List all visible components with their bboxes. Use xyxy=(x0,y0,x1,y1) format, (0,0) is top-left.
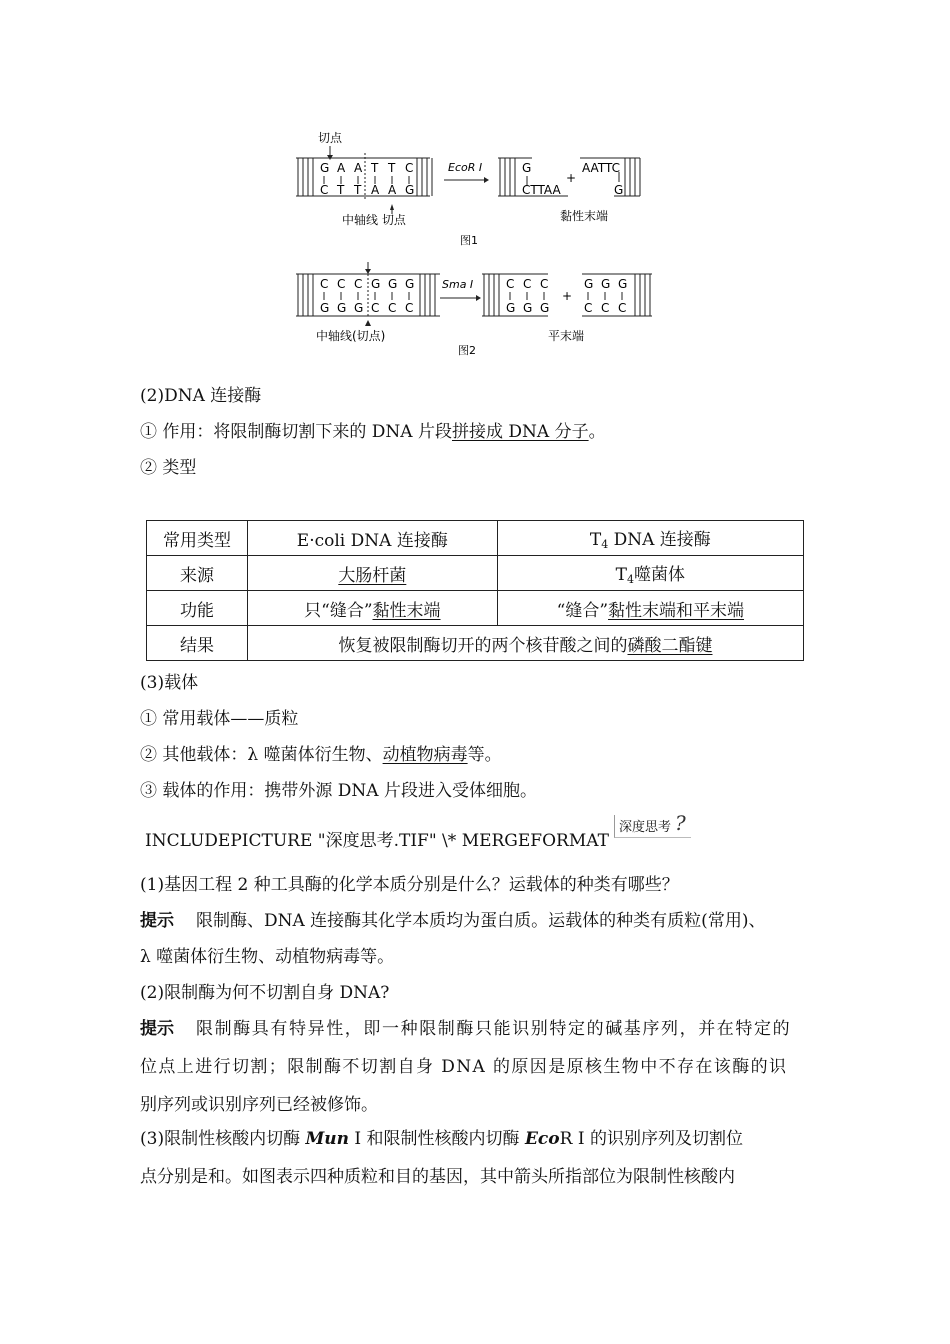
base-letter: C xyxy=(354,277,363,291)
base-letter: A xyxy=(337,161,346,175)
base-letter: C xyxy=(337,277,346,291)
base-letter: G xyxy=(388,277,398,291)
smai-label: Sma Ⅰ xyxy=(442,278,474,291)
base-letter: T xyxy=(388,161,396,175)
section-3-heading: (3)载体 xyxy=(140,673,199,693)
answer-2-line-1: 提示 限制酶具有特异性，即一种限制酶只能识别特定的碱基序列，并在特定的 xyxy=(140,1019,792,1039)
base-letter: G xyxy=(337,301,347,315)
f1-product-right-bottom: G xyxy=(614,183,624,197)
base-letter: A xyxy=(354,161,363,175)
figure-1-caption: 图1 xyxy=(460,234,478,247)
base-letter: T xyxy=(371,161,379,175)
base-letter: G xyxy=(405,183,415,197)
figure-2-caption: 图2 xyxy=(458,344,476,357)
deep-thinking-badge: 深度思考 ? xyxy=(614,815,691,838)
base-letter: C xyxy=(388,301,397,315)
f1-plus: + xyxy=(566,171,577,185)
vector-item-2: ② 其他载体：λ 噬菌体衍生物、动植物病毒等。 xyxy=(140,745,502,765)
f1-product-left-top: G xyxy=(522,161,532,175)
question-3-line-2: 点分别是和。如图表示四种质粒和目的基因，其中箭头所指部位为限制性核酸内 xyxy=(140,1167,735,1187)
row-label-source: 来源 xyxy=(147,556,248,591)
f2-plus: + xyxy=(562,289,573,303)
base-letter: C xyxy=(405,161,414,175)
figure-2-smai-cut xyxy=(290,258,660,358)
base-letter: G xyxy=(584,277,594,291)
base-letter: T xyxy=(354,183,362,197)
table-row xyxy=(147,591,804,626)
base-letter: C xyxy=(506,277,515,291)
hint-label: 提示 xyxy=(140,911,174,931)
vector-item-1: ① 常用载体——质粒 xyxy=(140,709,299,729)
answer-2-line-2: 位点上进行切割；限制酶不切割自身 DNA 的原因是原核生物中不存在该酶的识 xyxy=(140,1057,788,1077)
ligase-comparison-table xyxy=(146,520,804,661)
base-letter: G xyxy=(354,301,364,315)
base-letter: T xyxy=(337,183,345,197)
cut-point-label: 切点 xyxy=(318,131,343,145)
ligase-role: ① 作用：将限制酶切割下来的 DNA 片段拼接成 DNA 分子。 xyxy=(140,422,606,442)
answer-1-line-1: 提示 限制酶、DNA 连接酶其化学本质均为蛋白质。运载体的种类有质粒(常用)、 xyxy=(140,911,766,931)
ecori-label: EcoR Ⅰ xyxy=(448,161,483,174)
axis-label-2: 中轴线(切点) xyxy=(316,329,386,343)
base-letter: G xyxy=(371,277,381,291)
axis-label-1: 中轴线 切点 xyxy=(342,213,406,227)
role-underline: 拼接成 DNA 分子 xyxy=(452,422,589,442)
table-row xyxy=(147,521,804,556)
base-letter: C xyxy=(320,277,329,291)
base-letter: C xyxy=(540,277,549,291)
base-letter: C xyxy=(584,301,593,315)
function-col1: 只“缝合”黏性末端 xyxy=(248,591,498,626)
question-2: (2)限制酶为何不切割自身 DNA? xyxy=(140,983,390,1003)
f1-product-left-bottom: CTTAA xyxy=(522,183,561,197)
blunt-end-label: 平末端 xyxy=(548,329,585,343)
base-letter: G xyxy=(523,301,533,315)
source-col2: $T_4$噬菌体 xyxy=(497,556,803,591)
f1-product-right-top: AATTC xyxy=(582,161,620,175)
base-letter: G xyxy=(405,277,415,291)
question-3-line-1: (3)限制性核酸内切酶 Mun Ⅰ 和限制性核酸内切酶 EcoR Ⅰ 的识别序列及切割位 xyxy=(140,1129,743,1149)
table-row xyxy=(147,626,804,661)
base-letter: G xyxy=(540,301,550,315)
base-letter: C xyxy=(405,301,414,315)
include-picture-field: INCLUDEPICTURE "深度思考.TIF" \* MERGEFORMAT xyxy=(145,831,609,851)
function-col2: “缝合”黏性末端和平末端 xyxy=(497,591,803,626)
table-row xyxy=(147,556,804,591)
base-letter: C xyxy=(601,301,610,315)
vector-item-3: ③ 载体的作用：携带外源 DNA 片段进入受体细胞。 xyxy=(140,781,537,801)
base-letter: A xyxy=(388,183,397,197)
base-letter: C xyxy=(371,301,380,315)
base-letter: C xyxy=(618,301,627,315)
ligase-type-label: ② 类型 xyxy=(140,458,197,478)
base-letter: C xyxy=(320,183,329,197)
base-letter: G xyxy=(320,301,330,315)
result-cell: 恢复被限制酶切开的两个核苷酸之间的磷酸二酯键 xyxy=(248,626,804,661)
row-label-function: 功能 xyxy=(147,591,248,626)
base-letter: G xyxy=(506,301,516,315)
base-letter: G xyxy=(601,277,611,291)
answer-2-line-3: 别序列或识别序列已经被修饰。 xyxy=(140,1095,378,1115)
question-1: (1)基因工程 2 种工具酶的化学本质分别是什么？运载体的种类有哪些？ xyxy=(140,875,679,895)
answer-1-line-2: λ 噬菌体衍生物、动植物病毒等。 xyxy=(140,947,395,967)
col2-header: $T_4$ DNA 连接酶 xyxy=(497,521,803,556)
base-letter: A xyxy=(371,183,380,197)
figure-1-ecori-cut xyxy=(290,128,660,250)
hint-label: 提示 xyxy=(140,1019,174,1039)
source-col1: 大肠杆菌 xyxy=(248,556,498,591)
col1-header: E·coli DNA 连接酶 xyxy=(248,521,498,556)
question-mark-icon: ? xyxy=(675,811,686,835)
header-cell: 常用类型 xyxy=(147,521,248,556)
base-letter: G xyxy=(320,161,330,175)
base-letter: G xyxy=(618,277,628,291)
sticky-end-label: 黏性末端 xyxy=(560,209,609,223)
base-letter: C xyxy=(523,277,532,291)
row-label-result: 结果 xyxy=(147,626,248,661)
section-2-heading: (2)DNA 连接酶 xyxy=(140,386,262,406)
